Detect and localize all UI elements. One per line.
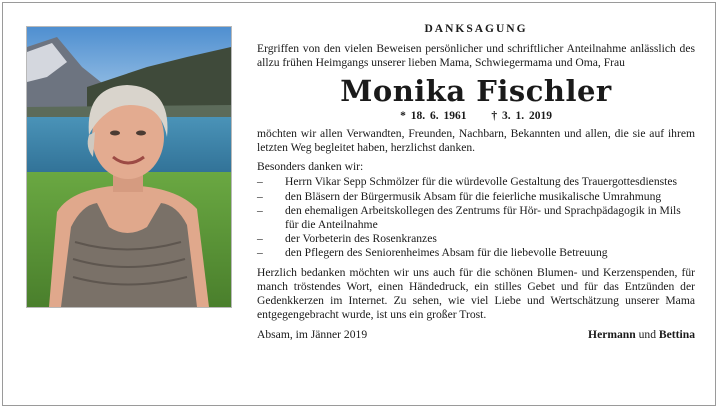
- list-item-text: den ehemaligen Arbeitskollegen des Zentrums für Hör- und Sprachpädagogik in Mils für die Anteilnahme: [285, 203, 681, 232]
- signature-and: und: [638, 328, 657, 342]
- list-item: [257, 246, 695, 260]
- list-marker: –: [257, 232, 263, 246]
- list-item: [257, 175, 695, 189]
- life-dates: [257, 109, 695, 123]
- notice-text: [257, 22, 695, 343]
- notice-heading: DANKSAGUNG: [424, 23, 528, 35]
- list-item: [257, 204, 695, 232]
- list-item-text: den Bläsern der Bürgermusik Absam für die feierliche musikalische Umrahmung: [285, 189, 662, 203]
- intro-paragraph: Ergriffen von den vielen Beweisen persönlicher und schriftlicher Anteilnahme anlässlich des allzu frühen Heimgangs unserer lieben Mama, Schwiegermama und Oma, Frau: [257, 42, 695, 70]
- portrait-photo: [26, 26, 232, 308]
- death-date: † 3. 1. 2019: [491, 109, 552, 122]
- list-item-text: den Pflegern des Seniorenheimes Absam für die liebevolle Betreuung: [285, 246, 608, 260]
- special-thanks-intro: Besonders danken wir:: [257, 160, 364, 174]
- signature-name-1: Hermann: [588, 328, 636, 342]
- list-item-text: Herrn Vikar Sepp Schmölzer für die würdevolle Gestaltung des Trauergottesdienstes: [285, 175, 678, 189]
- deceased-name: Monika Fischler: [340, 73, 612, 108]
- list-marker: –: [257, 175, 263, 189]
- notice-footer: [257, 328, 695, 342]
- place-date: Absam, im Jänner 2019: [257, 328, 368, 342]
- portrait-photo-icon: [27, 27, 231, 307]
- list-item: [257, 190, 695, 204]
- signature: [588, 328, 695, 342]
- thanks-list: [257, 175, 695, 260]
- thanks-paragraph: möchten wir allen Verwandten, Freunden, Nachbarn, Bekannten und allen, die sie auf ihrem letzten Weg begleitet haben, herzlichst danken.: [257, 126, 695, 155]
- list-marker: –: [257, 246, 263, 260]
- list-item-text: der Vorbeterin des Rosenkranzes: [285, 232, 437, 246]
- closing-paragraph: Herzlich bedanken möchten wir uns auch für die schönen Blumen- und Kerzenspenden, für manch tröstendes Wort, einen Händedruck, ein stilles Gebet und für das Entzünden der Gedenkkerzen im Internet. Zu sehen, wie viel Liebe und Wertschätzung unserer Mama entgegengebracht wurde, ist uns ein großer Trost.: [257, 265, 695, 322]
- signature-name-2: Bettina: [658, 328, 695, 342]
- birth-date: * 18. 6. 1961: [400, 109, 467, 122]
- list-item: [257, 232, 695, 246]
- list-marker: –: [257, 203, 263, 217]
- list-marker: –: [257, 189, 263, 203]
